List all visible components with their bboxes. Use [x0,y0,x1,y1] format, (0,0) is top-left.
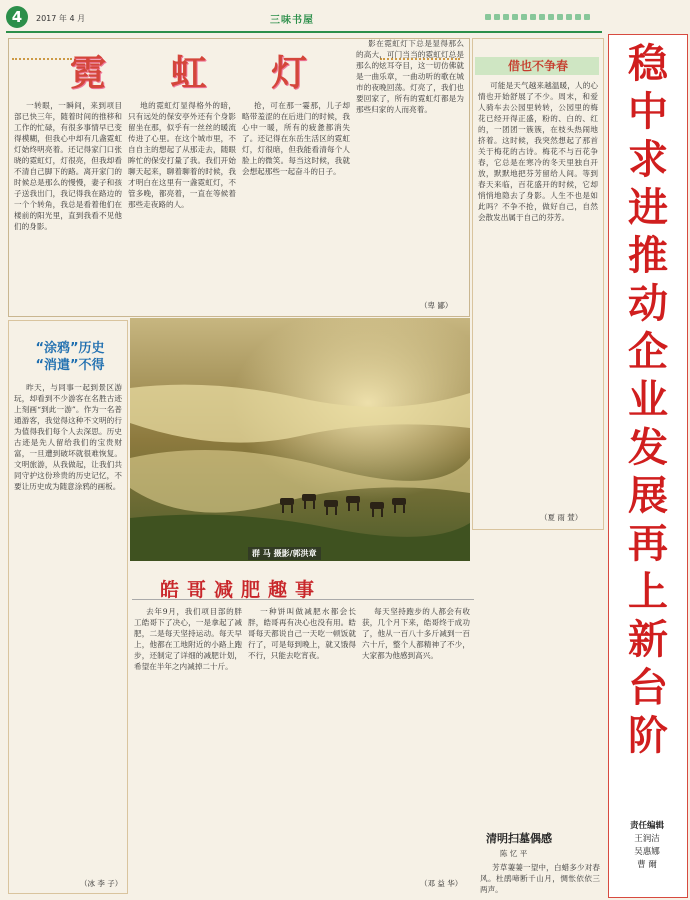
editor-label: 责任编辑 [629,821,664,831]
page-number-badge: 4 [6,6,28,28]
poem-title: 清明扫墓偶感 [486,832,552,845]
section-title: 三味书屋 [270,15,314,26]
hao-article-author: （邓 益 华） [420,879,463,888]
poem-body: 芳草萋萋一望中，白蜡多少对春风。杜鹃啼断千山月，惆怅依依三两声。 [480,863,600,894]
editor-name: 王润洁 [634,834,660,844]
main-article-col1: 一转眼，一瞬间，来到项目部已快三年，随着时间的推移和工作的忙碌，有很多事情早已变得模糊，但我心中却有几盏霓虹灯始终明亮着。还记得家门口张晓的霓虹灯，灯很亮，但我却看不清自己脚下的路。离开家门的时候总是那么的慢慢，妻子和孩子送我出门，我记得我在路边的一个个转角，我总是看着他们在楼前的阳光里，直到我看不见他们的身影。 [14,101,122,231]
hao-article-rule [132,599,474,600]
hao-article-title: 皓哥减肥趣事 [160,579,323,601]
editor-name: 吴惠娜 [634,847,660,857]
poem-author: 陈 忆 平 [500,849,528,858]
left-article-title-line1: “涂鸦”历史 [35,341,105,356]
right-article-author: （夏 雨 萱） [540,513,583,522]
photo-caption: 群 马 摄影/郭洪章 [248,547,321,560]
main-article-author: （卑 鄙） [420,301,453,310]
main-article-col3: 抢，可在那一霎那，儿子却略带羞涩的在后进门的时候，我心中一暖，所有的疲惫都消失了。还记得在东岳生活区的霓虹灯，灯很暗，但我能看清每个人脸上的微笑。每当这时候，我就会想起那些一起奋斗的日子。 [242,101,350,176]
header-rule [6,31,602,33]
strip-headline: 稳中求进 推动企业发展再上新台阶 [628,40,668,759]
right-article-title: 借也不争春 [507,59,568,73]
main-article-col2: 地的霓虹灯显得格外的暗，只有远处的保安亭外还有个身影留坐在那，似乎有一丝丝的暖流传进了心里。在这个城市里，不自自主的想起了从那走去，随眼眸忙的保安打量了我。我们开始聊天起来，聊着聊着的时候，我才明白在这里有一盏霓虹灯，不管多晚，都亮着，一直在等候着那些走夜路的人。 [128,101,236,209]
hao-article-col3: 每天坚持跑步的人都会有收获，几个月下来，皓哥终于成功了，他从一百八十多斤减到一百六十斤，整个人都精神了不少，大家都为他感到高兴。 [362,607,470,660]
hao-article-col1: 去年9月，我们项目部的胖工皓哥下了决心，一是拿起了减肥，二是每天坚持运动。每天早上，他都在工地附近的小路上跑步，还制定了详细的减肥计划，希望在半年之内减掉二十斤。 [134,607,242,671]
right-article-body: 可能是天气越来越温暖，人的心情也开始舒展了不少。周末，和爱人骑车去公园里转转，公园里的梅花已经开得正盛，粉的、白的、红的，一团团一簇簇，在枝头热闹地挤着。这时候，我突然想起了那首关于梅花的古诗。梅花不与百花争春，它总是在寒冷的冬天里独自开放，默默地把芬芳留给人间。等到春天来临，百花盛开的时候，它却悄悄地隐去了身影。人生不也是如此吗？不争不抢，做好自己，自然会散发出属于自己的芬芳。 [478,81,598,222]
editor-name: 曹 爾 [637,860,657,870]
left-article-author: （冰 李 子） [80,879,123,888]
horses-photo [130,318,470,561]
main-article-col4: 影在霓虹灯下总是显得那么的高大，可门当当的霓虹灯总是那么的炫耳夺目，这一切仿佛就是一曲乐章，一曲动听的歌在城市的夜晚回荡。灯亮了，我们也要回家了，所有的霓虹灯都是为那些归家的人而亮着。 [356,39,464,114]
editor-credits [612,820,682,872]
issue-date: 2017 年 4 月 [36,14,86,23]
hao-article-col2: 一种饼叫做减肥水都会长胖，皓哥再有决心也没有用。皓哥每天都说自己一天吃一顿饭就行了，可是每到晚上，就又饿得不行，只能去吃宵夜。 [248,607,356,660]
main-article-title: 霓 虹 灯 [70,52,334,94]
left-article-title-line2: “消遣”不得 [35,358,105,373]
left-article-body: 昨天，与同事一起到景区游玩，却看到不少游客在名胜古迹上刻画“到此一游”。作为一名普通游客，我觉得这种不文明的行为值得我们每个人去深思。历史古迹是先人留给我们的宝贵财富，一旦遭到破坏就很难恢复。文明旅游，从我做起，让我们共同守护这份珍贵的历史记忆，不要让历史成为随意涂鸦的画板。 [14,383,122,491]
left-article-title [18,340,122,374]
title-ornament-left [12,58,72,70]
header-decoration [485,10,600,24]
